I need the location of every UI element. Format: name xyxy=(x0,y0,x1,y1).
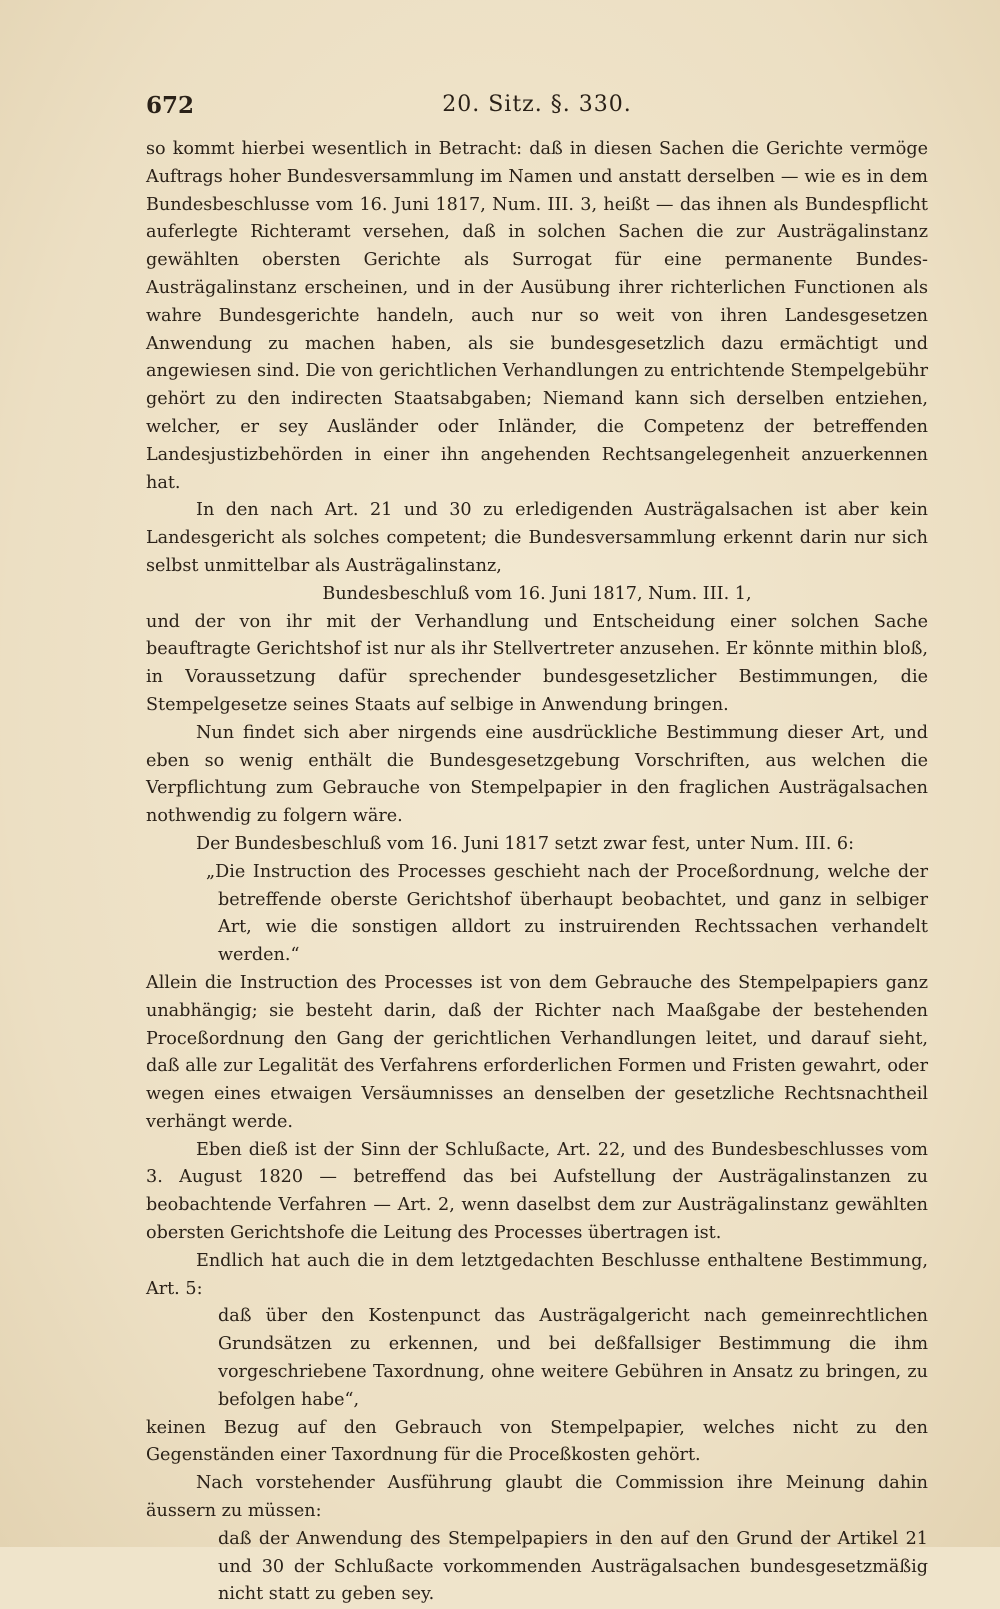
block-quote: „Die Instruction des Processes geschieht nach der Proceßordnung, welche der betreffende oberste Gerichtshof überhaupt beobachtet, und ganz in selbiger Art, wie die sonstigen alldort zu instruirenden Rechtssachen verhandelt werden.“ xyxy=(206,861,928,966)
citation-line: Bundesbeschluß vom 16. Juni 1817, Num. III. 1, xyxy=(322,583,752,604)
block-quote: daß über den Kostenpunct das Austrägalgericht nach gemeinrechtlichen Grundsätzen zu erkennen, und bei deßfallsiger Bestimmung die ihm vorgeschriebene Taxordnung, ohne weitere Gebühren in Ansatz zu bringen, zu befolgen habe“, xyxy=(218,1306,928,1410)
page-header xyxy=(146,92,928,126)
paragraph: Endlich hat auch die in dem letztgedachten Beschlusse enthaltene Bestimmung, Art. 5: xyxy=(146,1250,928,1299)
paragraph: Nun findet sich aber nirgends eine ausdrückliche Bestimmung dieser Art, und eben so wenig enthält die Bundesgesetzgebung Vorschriften, aus welchen die Verpflichtung zum Gebrauche von Stempelpapier in den fraglichen Austrägalsachen nothwendig zu folgern wäre. xyxy=(146,722,928,827)
paragraph: Eben dieß ist der Sinn der Schlußacte, Art. 22, und des Bundesbeschlusses vom 3. August 1820 — betreffend das bei Aufstellung der Austrägalinstanzen zu beobachtende Verfahren — Art. 2, wenn daselbst dem zur Austrägalinstanz gewählten obersten Gerichtshofe die Leitung des Processes übertragen ist. xyxy=(146,1139,928,1244)
paragraph: Der Bundesbeschluß vom 16. Juni 1817 setzt zwar fest, unter Num. III. 6: xyxy=(196,833,855,854)
page-number: 672 xyxy=(146,92,195,119)
body-text xyxy=(146,136,928,1609)
paragraph: keinen Bezug auf den Gebrauch von Stempelpapier, welches nicht zu den Gegenständen einer Taxordnung für die Proceßkosten gehört. xyxy=(146,1417,928,1466)
running-title: 20. Sitz. §. 330. xyxy=(442,92,632,117)
paragraph: In den nach Art. 21 und 30 zu erledigenden Austrägalsachen ist aber kein Landesgericht als solches competent; die Bundesversammlung erkennt darin nur sich selbst unmittelbar als Austrägalinstanz, xyxy=(146,500,928,576)
block-quote: daß der Anwendung des Stempelpapiers in den auf den Grund der Artikel 21 und 30 der Schlußacte vorkommenden Austrägalsachen bundesgesetzmäßig nicht statt zu geben sey. xyxy=(218,1528,928,1605)
paragraph: so kommt hierbei wesentlich in Betracht: daß in diesen Sachen die Gerichte vermöge Auftrags hoher Bundesversammlung im Namen und anstatt derselben — wie es in dem Bundesbeschlusse vom 16. Juni 1817, Num. III. 3, heißt — das ihnen als Bundespflicht auferlegte Richteramt versehen, daß in solchen Sachen die zur Austrägalinstanz gewählten obersten Gerichte als Surrogat für eine permanente Bundes-Austrägalinstanz erscheinen, und in der Ausübung ihrer richterlichen Functionen als wahre Bundesgerichte handeln, auch nur so weit von ihren Landesgesetzen Anwendung zu machen haben, als sie bundesgesetzlich dazu ermächtigt und angewiesen sind. Die von gerichtlichen Verhandlungen zu entrichtende Stempelgebühr gehört zu den indirecten Staatsabgaben; Niemand kann sich derselben entziehen, welcher, er sey Ausländer oder Inländer, die Competenz der betreffenden Landesjustizbehörden in einer ihn angehenden Rechtsangelegenheit anzuerkennen hat. xyxy=(146,139,928,493)
paragraph: Allein die Instruction des Processes ist von dem Gebrauche des Stempelpapiers ganz unabhängig; sie besteht darin, daß der Richter nach Maaßgabe der bestehenden Proceßordnung den Gang der gerichtlichen Verhandlungen leitet, und darauf sieht, daß alle zur Legalität des Verfahrens erforderlichen Formen und Fristen gewahrt, oder wegen eines etwaigen Versäumnisses an denselben der gesetzliche Rechtsnachtheil verhängt werde. xyxy=(146,972,928,1132)
paragraph: und der von ihr mit der Verhandlung und Entscheidung einer solchen Sache beauftragte Gerichtshof ist nur als ihr Stellvertreter anzusehen. Er könnte mithin bloß, in Voraussetzung dafür sprechender bundesgesetzlicher Bestimmungen, die Stempelgesetze seines Staats auf selbige in Anwendung bringen. xyxy=(146,611,928,715)
paragraph: Nach vorstehender Ausführung glaubt die Commission ihre Meinung dahin äussern zu müssen: xyxy=(146,1473,928,1522)
